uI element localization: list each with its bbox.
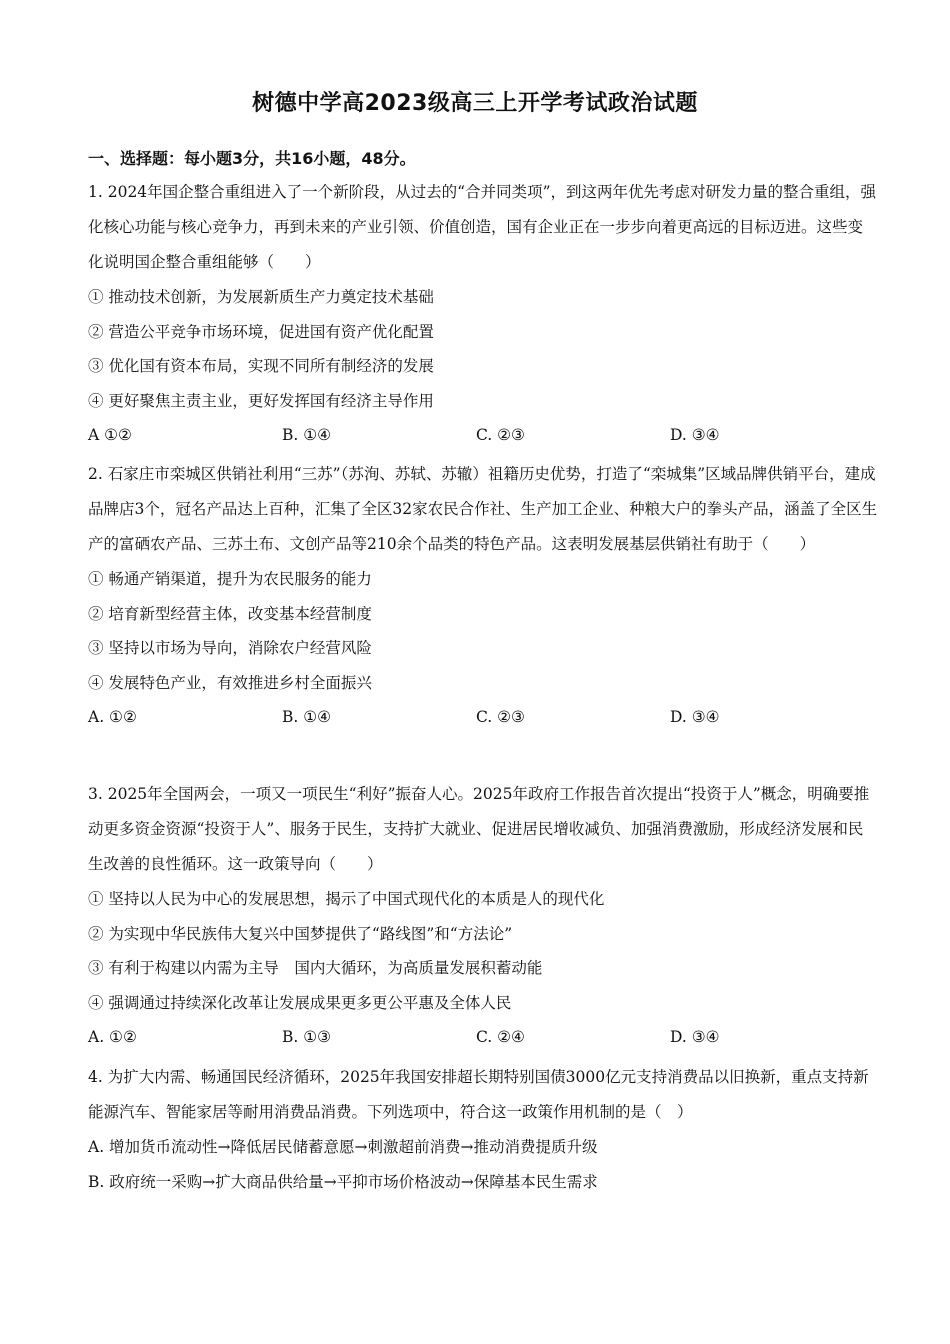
choice-a: A ①② [88, 426, 132, 444]
question-stem: 2. 石家庄市栾城区供销社利用“三苏”（苏洵、苏轼、苏辙）祖籍历史优势，打造了“栾城集”区域品牌供销平台，建成品牌店3个，冠名产品达上百种，汇集了全区32家农民合作社、生产加工企业、种粮大户的拳头产品，涵盖了全区生产的富硒农产品、三苏土布、文创产品等210余个品类的特色产品。这表明发展基层供销社有助于（ ） [88, 465, 878, 553]
statement-3: ③ 优化国有资本布局，实现不同所有制经济的发展 [88, 357, 434, 375]
question-4 [88, 1060, 878, 1199]
statement-4: ④ 发展特色产业，有效推进乡村全面振兴 [88, 673, 372, 692]
statement-4: ④ 强调通过持续深化改革让发展成果更多更公平惠及全体人民 [88, 993, 512, 1012]
question-stem: 4. 为扩大内需、畅通国民经济循环，2025年我国安排超长期特别国债3000亿元支持消费品以旧换新，重点支持新能源汽车、智能家居等耐用消费品消费。下列选项中，符合这一政策作用机制的是（ ） [88, 1068, 869, 1121]
choice-d: D. ③④ [670, 1028, 720, 1046]
answer-choices [88, 700, 878, 734]
choice-c: C. ②③ [476, 708, 525, 726]
statement-4: ④ 更好聚焦主责主业，更好发挥国有经济主导作用 [88, 391, 434, 410]
choice-b: B. ①④ [282, 426, 332, 444]
statement-2: ② 培育新型经营主体，改变基本经营制度 [88, 604, 372, 623]
question-stem: 3. 2025年全国两会，一项又一项民生“利好”振奋人心。2025年政府工作报告首次提出“投资于人”概念，明确要推动更多资金资源“投资于人”、服务于民生，支持扩大就业、促进居民增收减负、加强消费激励，形成经济发展和民生改善的良性循环。这一政策导向（ ） [88, 785, 870, 873]
statement-1: ① 畅通产销渠道，提升为农民服务的能力 [88, 570, 372, 588]
option-b: B. 政府统一采购→扩大商品供给量→平抑市场价格波动→保障基本民生需求 [88, 1172, 598, 1191]
exam-title: 树德中学高2023级高三上开学考试政治试题 [252, 91, 698, 116]
choice-c: C. ②③ [476, 426, 525, 444]
statement-3: ③ 有利于构建以内需为主导 国内大循环，为高质量发展积蓄动能 [88, 959, 543, 977]
statement-3: ③ 坚持以市场为导向，消除农户经营风险 [88, 639, 372, 657]
section-heading: 一、选择题：每小题3分，共16小题，48分。 [88, 149, 416, 168]
choice-a: A. ①② [88, 1028, 137, 1046]
statement-2: ② 为实现中华民族伟大复兴中国梦提供了“路线图”和“方法论” [88, 924, 513, 943]
choice-a: A. ①② [88, 708, 137, 726]
statement-1: ① 坚持以人民为中心的发展思想，揭示了中国式现代化的本质是人的现代化 [88, 890, 605, 908]
option-a: A. 增加货币流动性→降低居民储蓄意愿→刺激超前消费→推动消费提质升级 [88, 1138, 598, 1156]
question-stem: 1. 2024年国企整合重组进入了一个新阶段，从过去的“合并同类项”，到这两年优先考虑对研发力量的整合重组，强化核心功能与核心竞争力，再到未来的产业引领、价值创造，国有企业正在一步步向着更高远的目标迈进。这些变化说明国企整合重组能够（ ） [88, 183, 877, 271]
choice-b: B. ①③ [282, 1028, 332, 1046]
choice-c: C. ②④ [476, 1028, 525, 1046]
choice-d: D. ③④ [670, 708, 720, 726]
choice-b: B. ①④ [282, 708, 332, 726]
choice-d: D. ③④ [670, 426, 720, 444]
statement-2: ② 营造公平竞争市场环境，促进国有资产优化配置 [88, 322, 434, 341]
question-1 [88, 175, 878, 452]
answer-choices [88, 1020, 878, 1054]
statement-1: ① 推动技术创新，为发展新质生产力奠定技术基础 [88, 288, 434, 306]
question-3 [88, 777, 878, 1054]
answer-choices [88, 418, 878, 452]
question-2 [88, 457, 878, 734]
